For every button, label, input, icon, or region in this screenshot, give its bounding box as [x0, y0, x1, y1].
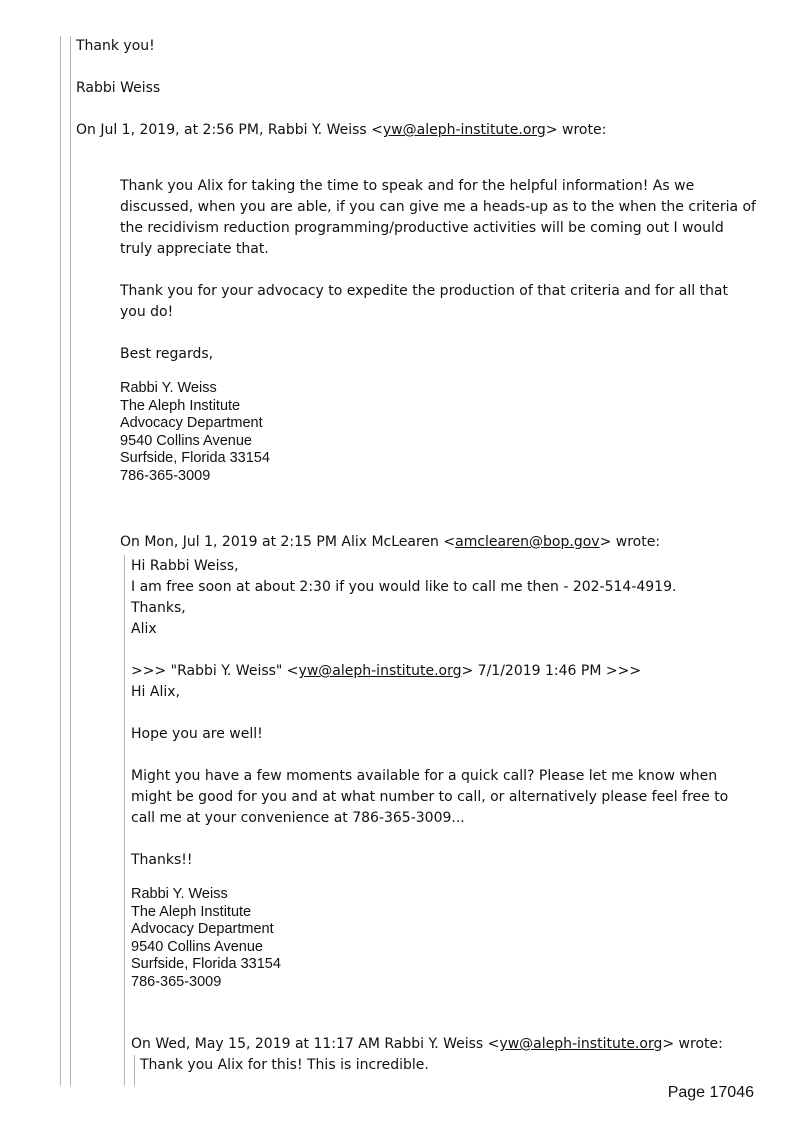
quote2-line: Thanks, — [131, 600, 186, 616]
quote3-email-link[interactable]: yw@aleph-institute.org — [499, 1036, 663, 1052]
page-number: Page 17046 — [667, 1084, 754, 1101]
quote3-line: Thank you Alix for this! This is incredible. — [140, 1057, 429, 1073]
quote3-header-prefix: On Wed, May 15, 2019 at 11:17 AM Rabbi Y. Weiss < — [131, 1036, 500, 1052]
forwarded-header-suffix: > 7/1/2019 1:46 PM >>> — [461, 663, 642, 679]
quote-bar-level2 — [124, 555, 125, 1086]
quote2-signature-line: Surfside, Florida 33154 — [131, 956, 281, 972]
quote1-closing: Best regards, — [120, 346, 214, 362]
quote2-signature-line: 786-365-3009 — [131, 973, 222, 990]
quote1-signature-line: Surfside, Florida 33154 — [120, 450, 270, 466]
quote1-header-prefix: On Jul 1, 2019, at 2:56 PM, Rabbi Y. Weiss < — [76, 122, 383, 138]
reply-thanks: Thank you! — [76, 38, 155, 54]
quote2-signature-line: The Aleph Institute — [131, 903, 252, 920]
forwarded-greeting: Hi Alix, — [131, 684, 180, 700]
quote1-signature-line: 9540 Collins Avenue — [120, 432, 252, 449]
forwarded-email-link[interactable]: yw@aleph-institute.org — [298, 663, 462, 679]
quote2-header-suffix: > wrote: — [599, 534, 661, 550]
quote2-header — [120, 532, 660, 553]
quote1-signature-line: Rabbi Y. Weiss — [120, 380, 217, 396]
quote1-signature-line: The Aleph Institute — [120, 397, 241, 414]
quote1-signature-line: Advocacy Department — [120, 415, 263, 431]
quote1-para2-line: you do! — [120, 304, 174, 320]
forwarded-hope: Hope you are well! — [131, 726, 263, 742]
quote2-header-prefix: On Mon, Jul 1, 2019 at 2:15 PM Alix McLearen < — [120, 534, 456, 550]
quote1-para2-line: Thank you for your advocacy to expedite the production of that criteria and for all that — [120, 283, 728, 299]
quote-bar-level1 — [70, 36, 71, 1086]
quote1-para1-line: Thank you Alix for taking the time to speak and for the helpful information! As we — [120, 178, 695, 194]
quote2-signature-line: Advocacy Department — [131, 921, 274, 937]
forwarded-thanks: Thanks!! — [131, 852, 193, 868]
quote1-para1-line: the recidivism reduction programming/productive activities will be coming out I would — [120, 220, 724, 236]
quote2-line: Alix — [131, 621, 157, 637]
quote-bar-outer — [60, 36, 61, 1086]
reply-signoff: Rabbi Weiss — [76, 80, 161, 96]
forwarded-para-line: Might you have a few moments available for a quick call? Please let me know when — [131, 768, 718, 784]
quote1-para1-line: truly appreciate that. — [120, 241, 269, 257]
quote2-signature-line: 9540 Collins Avenue — [131, 938, 263, 955]
quote1-header — [76, 120, 606, 141]
quote3-header — [131, 1034, 723, 1055]
forwarded-header — [131, 661, 641, 682]
quote1-signature-line: 786-365-3009 — [120, 467, 211, 484]
forwarded-header-prefix: >>> "Rabbi Y. Weiss" < — [131, 663, 299, 679]
quote2-line: Hi Rabbi Weiss, — [131, 558, 239, 574]
forwarded-para-line: might be good for you and at what number to call, or alternatively please feel free to — [131, 789, 729, 805]
quote2-email-link[interactable]: amclearen@bop.gov — [455, 534, 600, 550]
quote2-signature-line: Rabbi Y. Weiss — [131, 886, 228, 902]
quote1-para1-line: discussed, when you are able, if you can give me a heads-up as to the when the criteria of — [120, 199, 756, 215]
quote3-header-suffix: > wrote: — [662, 1036, 723, 1052]
quote2-line: I am free soon at about 2:30 if you would like to call me then - 202-514-4919. — [131, 579, 677, 595]
quote-bar-level3 — [134, 1055, 135, 1086]
quote1-email-link[interactable]: yw@aleph-institute.org — [382, 122, 546, 138]
quote1-header-suffix: > wrote: — [545, 122, 607, 138]
forwarded-para-line: call me at your convenience at 786-365-3009... — [131, 810, 465, 826]
